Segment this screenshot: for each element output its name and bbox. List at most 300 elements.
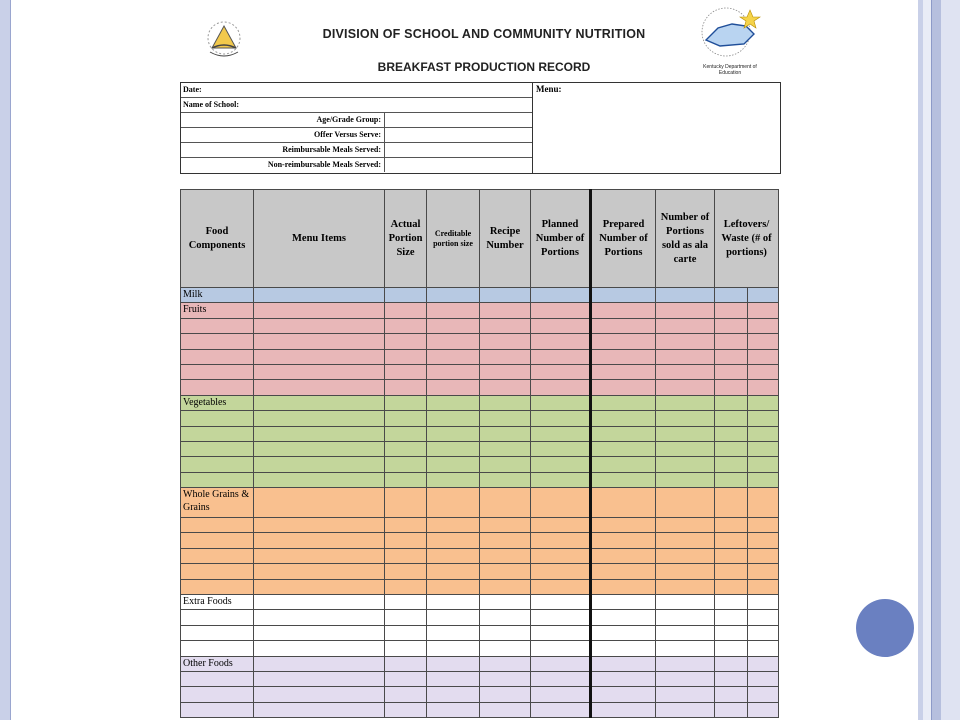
table-cell[interactable] — [531, 656, 591, 671]
table-cell[interactable] — [656, 303, 715, 318]
table-cell[interactable] — [531, 548, 591, 563]
table-cell[interactable] — [591, 288, 656, 303]
table-cell[interactable] — [181, 334, 254, 349]
table-cell[interactable] — [427, 671, 480, 686]
table-row — [181, 457, 779, 472]
table-cell[interactable] — [656, 411, 715, 426]
info-fields — [181, 83, 532, 173]
table-cell[interactable] — [531, 288, 591, 303]
table-cell[interactable] — [427, 349, 480, 364]
table-cell[interactable] — [385, 334, 427, 349]
table-cell[interactable] — [656, 426, 715, 441]
table-cell[interactable] — [181, 641, 254, 656]
table-cell[interactable] — [748, 548, 779, 563]
table-cell[interactable] — [480, 687, 531, 702]
table-cell[interactable] — [591, 457, 656, 472]
table-cell[interactable] — [181, 687, 254, 702]
table-cell[interactable] — [748, 288, 779, 303]
table-cell[interactable] — [715, 288, 748, 303]
table-cell[interactable] — [715, 702, 748, 717]
table-cell[interactable] — [591, 318, 656, 333]
table-cell[interactable] — [748, 318, 779, 333]
table-cell[interactable] — [385, 564, 427, 579]
table-cell[interactable] — [591, 610, 656, 625]
table-cell[interactable] — [480, 533, 531, 548]
nonreimb-label: Non-reimbursable Meals Served: — [267, 160, 381, 169]
table-cell[interactable] — [748, 472, 779, 487]
table-cell[interactable] — [480, 671, 531, 686]
table-cell[interactable] — [254, 380, 385, 395]
table-cell[interactable] — [748, 625, 779, 640]
table-cell[interactable] — [748, 334, 779, 349]
table-cell[interactable] — [385, 395, 427, 410]
table-cell[interactable] — [385, 671, 427, 686]
table-cell[interactable] — [181, 518, 254, 533]
table-cell[interactable] — [254, 288, 385, 303]
table-cell[interactable] — [656, 441, 715, 456]
table-row — [181, 687, 779, 702]
ovs-row — [181, 128, 532, 143]
table-cell[interactable] — [427, 702, 480, 717]
table-cell[interactable] — [715, 610, 748, 625]
table-cell[interactable] — [591, 702, 656, 717]
table-cell[interactable] — [531, 457, 591, 472]
table-cell[interactable] — [181, 441, 254, 456]
table-cell[interactable] — [254, 457, 385, 472]
table-cell[interactable] — [480, 380, 531, 395]
table-cell[interactable] — [254, 533, 385, 548]
ovs-field[interactable] — [384, 128, 533, 142]
table-cell[interactable] — [656, 656, 715, 671]
table-cell[interactable] — [427, 334, 480, 349]
age-field[interactable] — [384, 113, 533, 127]
table-cell[interactable] — [254, 349, 385, 364]
table-cell[interactable] — [715, 595, 748, 610]
table-cell[interactable] — [427, 533, 480, 548]
table-cell[interactable] — [427, 426, 480, 441]
table-cell[interactable] — [531, 533, 591, 548]
table-cell[interactable] — [531, 303, 591, 318]
table-cell[interactable] — [480, 564, 531, 579]
table-cell[interactable] — [480, 610, 531, 625]
table-cell[interactable] — [531, 518, 591, 533]
table-cell[interactable] — [591, 533, 656, 548]
section-label-vegetables: Vegetables — [181, 395, 254, 410]
table-cell[interactable] — [748, 671, 779, 686]
table-cell[interactable] — [427, 472, 480, 487]
table-cell[interactable] — [748, 641, 779, 656]
reimb-field[interactable] — [384, 143, 533, 157]
table-cell[interactable] — [656, 457, 715, 472]
table-cell[interactable] — [427, 395, 480, 410]
table-cell[interactable] — [254, 318, 385, 333]
table-cell[interactable] — [427, 457, 480, 472]
table-cell[interactable] — [254, 395, 385, 410]
table-cell[interactable] — [656, 579, 715, 594]
table-cell[interactable] — [480, 426, 531, 441]
date-row — [181, 83, 532, 98]
table-cell[interactable] — [656, 564, 715, 579]
table-cell[interactable] — [480, 488, 531, 518]
table-cell[interactable] — [254, 518, 385, 533]
table-cell[interactable] — [385, 610, 427, 625]
table-cell[interactable] — [254, 564, 385, 579]
table-cell[interactable] — [656, 380, 715, 395]
table-cell[interactable] — [480, 349, 531, 364]
table-cell[interactable] — [748, 533, 779, 548]
table-cell[interactable] — [427, 303, 480, 318]
table-cell[interactable] — [591, 395, 656, 410]
table-cell[interactable] — [480, 579, 531, 594]
table-cell[interactable] — [715, 457, 748, 472]
table-cell[interactable] — [480, 457, 531, 472]
table-cell[interactable] — [480, 702, 531, 717]
table-cell[interactable] — [656, 671, 715, 686]
table-cell[interactable] — [656, 687, 715, 702]
table-cell[interactable] — [591, 625, 656, 640]
table-cell[interactable] — [748, 488, 779, 518]
table-cell[interactable] — [254, 334, 385, 349]
table-cell[interactable] — [254, 411, 385, 426]
table-cell[interactable] — [656, 518, 715, 533]
table-cell[interactable] — [254, 641, 385, 656]
table-cell[interactable] — [385, 411, 427, 426]
table-cell[interactable] — [531, 641, 591, 656]
table-cell[interactable] — [254, 303, 385, 318]
table-cell[interactable] — [656, 548, 715, 563]
table-cell[interactable] — [427, 579, 480, 594]
table-cell[interactable] — [591, 548, 656, 563]
table-cell[interactable] — [385, 702, 427, 717]
table-cell[interactable] — [480, 595, 531, 610]
table-cell[interactable] — [385, 349, 427, 364]
table-cell[interactable] — [531, 472, 591, 487]
table-row — [181, 411, 779, 426]
table-cell[interactable] — [480, 518, 531, 533]
table-cell[interactable] — [531, 364, 591, 379]
table-cell[interactable] — [531, 395, 591, 410]
table-cell[interactable] — [254, 595, 385, 610]
table-cell[interactable] — [591, 687, 656, 702]
section-label-milk: Milk — [181, 288, 254, 303]
table-cell[interactable] — [715, 579, 748, 594]
table-cell[interactable] — [254, 426, 385, 441]
table-cell[interactable] — [480, 548, 531, 563]
table-cell[interactable] — [385, 641, 427, 656]
table-cell[interactable] — [591, 564, 656, 579]
production-table — [180, 189, 779, 718]
table-cell[interactable] — [480, 411, 531, 426]
table-cell[interactable] — [591, 595, 656, 610]
table-cell[interactable] — [427, 595, 480, 610]
table-cell[interactable] — [531, 426, 591, 441]
table-cell[interactable] — [427, 364, 480, 379]
col-actual-portion: Actual Portion Size — [385, 190, 427, 288]
table-cell[interactable] — [591, 518, 656, 533]
table-cell[interactable] — [715, 625, 748, 640]
table-cell[interactable] — [181, 318, 254, 333]
table-row — [181, 426, 779, 441]
table-cell[interactable] — [748, 441, 779, 456]
table-row — [181, 318, 779, 333]
table-cell[interactable] — [254, 548, 385, 563]
table-cell[interactable] — [480, 303, 531, 318]
table-cell[interactable] — [656, 641, 715, 656]
table-cell[interactable] — [385, 625, 427, 640]
table-cell[interactable] — [254, 625, 385, 640]
table-cell[interactable] — [715, 426, 748, 441]
table-cell[interactable] — [531, 349, 591, 364]
table-cell[interactable] — [531, 411, 591, 426]
table-cell[interactable] — [181, 533, 254, 548]
table-cell[interactable] — [715, 395, 748, 410]
table-row — [181, 610, 779, 625]
table-cell[interactable] — [656, 488, 715, 518]
table-cell[interactable] — [656, 533, 715, 548]
school-row — [181, 98, 532, 113]
table-cell[interactable] — [531, 488, 591, 518]
table-cell[interactable] — [385, 656, 427, 671]
table-row — [181, 625, 779, 640]
table-cell[interactable] — [715, 318, 748, 333]
table-cell[interactable] — [385, 579, 427, 594]
table-cell[interactable] — [254, 610, 385, 625]
table-cell[interactable] — [531, 579, 591, 594]
table-cell[interactable] — [656, 610, 715, 625]
col-recipe: Recipe Number — [480, 190, 531, 288]
table-cell[interactable] — [715, 548, 748, 563]
table-cell[interactable] — [656, 364, 715, 379]
table-cell[interactable] — [748, 595, 779, 610]
table-cell[interactable] — [591, 380, 656, 395]
table-cell[interactable] — [715, 303, 748, 318]
table-row — [181, 564, 779, 579]
table-cell[interactable] — [531, 380, 591, 395]
table-cell[interactable] — [748, 702, 779, 717]
table-row — [181, 472, 779, 487]
table-cell[interactable] — [748, 610, 779, 625]
table-cell[interactable] — [181, 625, 254, 640]
table-cell[interactable] — [591, 349, 656, 364]
table-cell[interactable] — [748, 518, 779, 533]
section-label-grains: Whole Grains & Grains — [181, 488, 254, 518]
table-cell[interactable] — [385, 595, 427, 610]
table-cell[interactable] — [480, 288, 531, 303]
table-cell[interactable] — [385, 441, 427, 456]
table-cell[interactable] — [385, 687, 427, 702]
table-cell[interactable] — [531, 610, 591, 625]
table-cell[interactable] — [427, 488, 480, 518]
table-cell[interactable] — [531, 564, 591, 579]
table-cell[interactable] — [385, 288, 427, 303]
table-cell[interactable] — [254, 579, 385, 594]
table-cell[interactable] — [591, 426, 656, 441]
table-cell[interactable] — [531, 318, 591, 333]
table-cell[interactable] — [591, 441, 656, 456]
table-cell[interactable] — [181, 671, 254, 686]
table-cell[interactable] — [715, 472, 748, 487]
table-cell[interactable] — [385, 488, 427, 518]
table-cell[interactable] — [715, 411, 748, 426]
table-cell[interactable] — [427, 548, 480, 563]
table-cell[interactable] — [531, 687, 591, 702]
table-cell[interactable] — [591, 411, 656, 426]
table-cell[interactable] — [181, 548, 254, 563]
nonreimb-field[interactable] — [384, 158, 533, 172]
table-cell[interactable] — [748, 564, 779, 579]
table-cell[interactable] — [715, 687, 748, 702]
table-cell[interactable] — [748, 687, 779, 702]
table-cell[interactable] — [385, 426, 427, 441]
table-cell[interactable] — [656, 288, 715, 303]
table-row — [181, 641, 779, 656]
table-cell[interactable] — [181, 457, 254, 472]
table-cell[interactable] — [591, 671, 656, 686]
table-cell[interactable] — [656, 702, 715, 717]
table-row — [181, 364, 779, 379]
table-cell[interactable] — [254, 441, 385, 456]
table-cell[interactable] — [254, 702, 385, 717]
table-cell[interactable] — [591, 472, 656, 487]
table-cell[interactable] — [480, 472, 531, 487]
table-cell[interactable] — [181, 472, 254, 487]
table-row — [181, 671, 779, 686]
table-cell[interactable] — [385, 548, 427, 563]
table-cell[interactable] — [715, 349, 748, 364]
table-cell[interactable] — [480, 625, 531, 640]
ovs-label: Offer Versus Serve: — [314, 130, 381, 139]
table-cell[interactable] — [656, 349, 715, 364]
table-cell[interactable] — [715, 641, 748, 656]
table-cell[interactable] — [715, 334, 748, 349]
table-cell[interactable] — [715, 656, 748, 671]
section-label-other: Other Foods — [181, 656, 254, 671]
table-cell[interactable] — [427, 656, 480, 671]
table-cell[interactable] — [480, 441, 531, 456]
table-cell[interactable] — [748, 349, 779, 364]
table-cell[interactable] — [748, 426, 779, 441]
table-cell[interactable] — [531, 625, 591, 640]
age-row — [181, 113, 532, 128]
table-cell[interactable] — [254, 472, 385, 487]
table-cell[interactable] — [254, 687, 385, 702]
table-row — [181, 595, 779, 610]
slide-left-border — [0, 0, 11, 720]
table-cell[interactable] — [480, 334, 531, 349]
table-cell[interactable] — [531, 334, 591, 349]
table-cell[interactable] — [480, 656, 531, 671]
table-cell[interactable] — [254, 671, 385, 686]
table-cell[interactable] — [591, 656, 656, 671]
table-cell[interactable] — [656, 625, 715, 640]
table-cell[interactable] — [656, 595, 715, 610]
table-cell[interactable] — [385, 457, 427, 472]
table-cell[interactable] — [715, 441, 748, 456]
table-cell[interactable] — [427, 687, 480, 702]
table-cell[interactable] — [531, 441, 591, 456]
table-cell[interactable] — [591, 488, 656, 518]
table-cell[interactable] — [715, 671, 748, 686]
table-cell[interactable] — [656, 395, 715, 410]
table-cell[interactable] — [254, 656, 385, 671]
table-cell[interactable] — [715, 518, 748, 533]
table-cell[interactable] — [480, 318, 531, 333]
table-cell[interactable] — [748, 579, 779, 594]
nonreimb-row — [181, 158, 532, 173]
table-cell[interactable] — [427, 441, 480, 456]
table-cell[interactable] — [656, 334, 715, 349]
table-cell[interactable] — [427, 318, 480, 333]
table-cell[interactable] — [748, 457, 779, 472]
table-cell[interactable] — [656, 318, 715, 333]
table-cell[interactable] — [480, 641, 531, 656]
table-cell[interactable] — [385, 472, 427, 487]
table-cell[interactable] — [254, 364, 385, 379]
table-cell[interactable] — [427, 411, 480, 426]
table-cell[interactable] — [480, 395, 531, 410]
table-cell[interactable] — [427, 610, 480, 625]
table-cell[interactable] — [427, 380, 480, 395]
table-cell[interactable] — [427, 641, 480, 656]
table-cell[interactable] — [531, 671, 591, 686]
table-cell[interactable] — [385, 318, 427, 333]
table-cell[interactable] — [181, 364, 254, 379]
table-cell[interactable] — [427, 625, 480, 640]
table-cell[interactable] — [385, 533, 427, 548]
table-cell[interactable] — [385, 518, 427, 533]
table-cell[interactable] — [427, 288, 480, 303]
table-cell[interactable] — [254, 488, 385, 518]
table-cell[interactable] — [181, 702, 254, 717]
table-row — [181, 548, 779, 563]
table-cell[interactable] — [385, 303, 427, 318]
table-cell[interactable] — [656, 472, 715, 487]
table-cell[interactable] — [748, 303, 779, 318]
table-cell[interactable] — [181, 564, 254, 579]
menu-label: Menu: — [536, 84, 562, 94]
table-row — [181, 380, 779, 395]
table-cell[interactable] — [591, 334, 656, 349]
table-cell[interactable] — [531, 595, 591, 610]
table-cell[interactable] — [181, 426, 254, 441]
table-cell[interactable] — [748, 364, 779, 379]
table-cell[interactable] — [181, 579, 254, 594]
table-cell[interactable] — [591, 579, 656, 594]
table-cell[interactable] — [715, 364, 748, 379]
table-cell[interactable] — [748, 395, 779, 410]
table-cell[interactable] — [591, 303, 656, 318]
table-cell[interactable] — [715, 488, 748, 518]
table-cell[interactable] — [748, 411, 779, 426]
table-cell[interactable] — [181, 349, 254, 364]
table-cell[interactable] — [181, 380, 254, 395]
table-cell[interactable] — [427, 564, 480, 579]
table-cell[interactable] — [181, 411, 254, 426]
table-cell[interactable] — [531, 702, 591, 717]
table-cell[interactable] — [591, 364, 656, 379]
table-cell[interactable] — [480, 364, 531, 379]
table-cell[interactable] — [181, 610, 254, 625]
table-cell[interactable] — [591, 641, 656, 656]
table-cell[interactable] — [715, 380, 748, 395]
table-cell[interactable] — [385, 380, 427, 395]
table-cell[interactable] — [715, 533, 748, 548]
table-cell[interactable] — [748, 656, 779, 671]
table-cell[interactable] — [715, 564, 748, 579]
table-cell[interactable] — [427, 518, 480, 533]
table-cell[interactable] — [385, 364, 427, 379]
table-cell[interactable] — [748, 380, 779, 395]
